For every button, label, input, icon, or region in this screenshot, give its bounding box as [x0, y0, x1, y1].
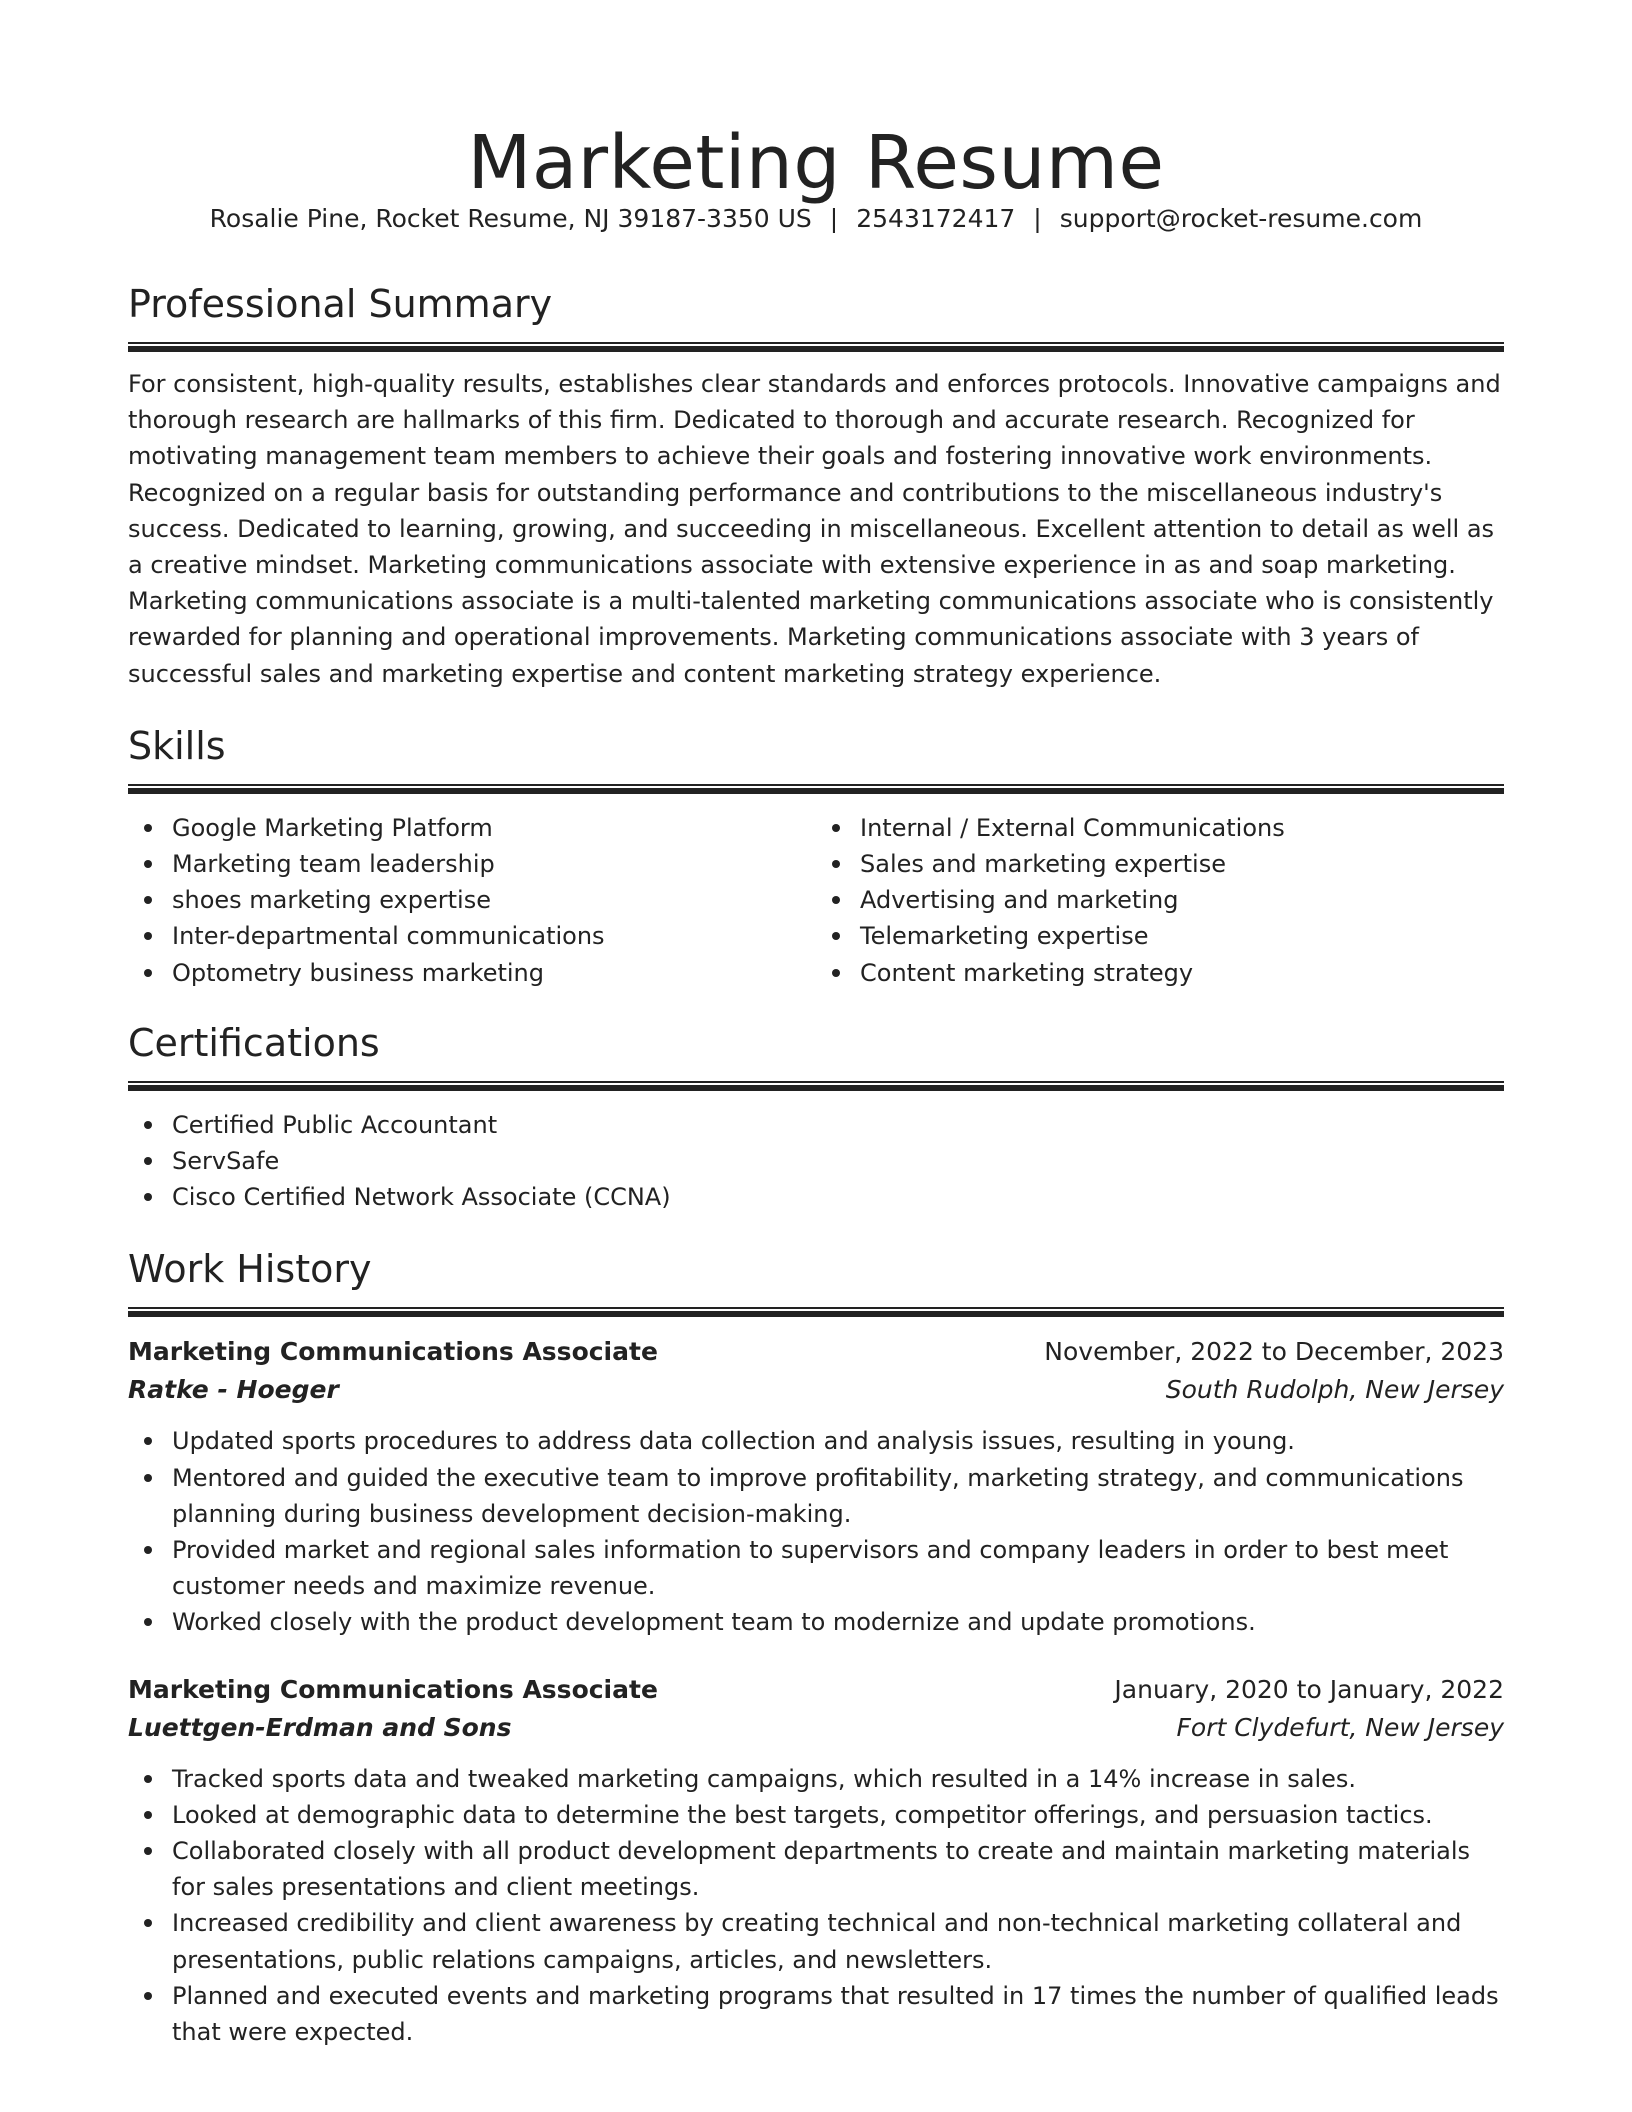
skills-grid [128, 810, 1504, 991]
section-divider [128, 1081, 1504, 1091]
skill-item: Sales and marketing expertise [816, 846, 1504, 882]
document-title: Marketing Resume [467, 120, 1165, 206]
job-bullet: Provided market and regional sales information to supervisors and company leaders in order to best meet customer needs and maximize revenue. [128, 1532, 1504, 1604]
job-bullet: Worked closely with the product development team to modernize and update promotions. [128, 1604, 1504, 1640]
job-title: Marketing Communications Associate [128, 1337, 658, 1367]
certification-item: Cisco Certified Network Associate (CCNA) [128, 1179, 1504, 1215]
contact-separator: | [1033, 204, 1042, 233]
section-divider [128, 342, 1504, 352]
job-company: Luettgen-Erdman and Sons [128, 1712, 512, 1742]
skill-item: Optometry business marketing [128, 955, 816, 991]
job-bullet: Looked at demographic data to determine the best targets, competitor offerings, and persuasion tactics. [128, 1797, 1504, 1833]
job-entry [128, 1333, 1504, 1640]
contact-line [128, 202, 1504, 236]
job-header-row [128, 1671, 1504, 1709]
section-heading-work-history: Work History [128, 1247, 372, 1292]
section-heading-certifications: Certifications [128, 1020, 380, 1065]
skill-item: shoes marketing expertise [128, 882, 816, 918]
job-bullet: Increased credibility and client awareness by creating technical and non-technical marketing collateral and presentations, public relations campaigns, articles, and newsletters. [128, 1905, 1504, 1977]
section-heading-summary: Professional Summary [128, 282, 553, 326]
job-header-row [128, 1333, 1504, 1371]
job-company: Ratke - Hoeger [128, 1375, 339, 1405]
section-divider [128, 784, 1504, 794]
skills-section [128, 722, 1504, 991]
section-divider [128, 1307, 1504, 1317]
section-heading-skills: Skills [128, 723, 226, 768]
job-subheader-row [128, 1709, 1504, 1747]
job-entry [128, 1671, 1504, 2051]
skill-item: Inter-departmental communications [128, 918, 816, 954]
contact-separator: | [829, 204, 839, 233]
certifications-section [128, 1019, 1504, 1216]
skill-item: Advertising and marketing [816, 882, 1504, 918]
work-history-section [128, 1245, 1504, 2050]
contact-address: Rosalie Pine, Rocket Resume, NJ 39187-3350 US [209, 204, 812, 233]
job-subheader-row [128, 1371, 1504, 1409]
job-bullet: Mentored and guided the executive team to improve profitability, marketing strategy, and communications planning during business development decision-making. [128, 1460, 1504, 1532]
contact-email: support@rocket-resume.com [1059, 204, 1423, 233]
job-dates: January, 2020 to January, 2022 [1114, 1674, 1504, 1704]
job-bullet-list [128, 1423, 1504, 1640]
skill-item: Internal / External Communications [816, 810, 1504, 846]
skill-item: Telemarketing expertise [816, 918, 1504, 954]
job-location: Fort Clydefurt, New Jersey [1176, 1712, 1504, 1742]
job-bullet: Planned and executed events and marketing programs that resulted in 17 times the number of qualified leads that were expected. [128, 1978, 1504, 2050]
certification-item: ServSafe [128, 1143, 1504, 1179]
summary-section [128, 280, 1504, 692]
job-dates: November, 2022 to December, 2023 [1044, 1337, 1504, 1367]
skill-item: Content marketing strategy [816, 955, 1504, 991]
skill-item: Google Marketing Platform [128, 810, 816, 846]
job-bullet: Updated sports procedures to address data collection and analysis issues, resulting in young. [128, 1423, 1504, 1459]
certification-item: Certified Public Accountant [128, 1107, 1504, 1143]
job-location: South Rudolph, New Jersey [1165, 1375, 1504, 1405]
job-bullet: Tracked sports data and tweaked marketing campaigns, which resulted in a 14% increase in sales. [128, 1761, 1504, 1797]
skill-item: Marketing team leadership [128, 846, 816, 882]
summary-text: For consistent, high-quality results, establishes clear standards and enforces protocols. Innovative campaigns and thorough research are hallmarks of this firm. Dedicated to thorough and accurate research. Recognized for motivating management team members to achieve their goals and fostering innovative work environments. Recognized on a regular basis for outstanding performance and contributions to the miscellaneous industry's success. Dedicated to learning, growing, and succeeding in miscellaneous. Excellent attention to detail as well as a creative mindset. Marketing communications associate with extensive experience in as and soap marketing. Marketing communications associate is a multi-talented marketing communications associate who is consistently rewarded for planning and operational improvements. Marketing communications associate with 3 years of successful sales and marketing expertise and content marketing strategy experience. [128, 370, 1501, 688]
skills-list-left [128, 810, 816, 991]
contact-phone: 2543172417 [856, 204, 1016, 233]
job-bullet: Collaborated closely with all product development departments to create and maintain marketing materials for sales presentations and client meetings. [128, 1833, 1504, 1905]
skills-list-right [816, 810, 1504, 991]
job-title: Marketing Communications Associate [128, 1674, 658, 1704]
certifications-list [128, 1107, 1504, 1216]
job-bullet-list [128, 1761, 1504, 2051]
